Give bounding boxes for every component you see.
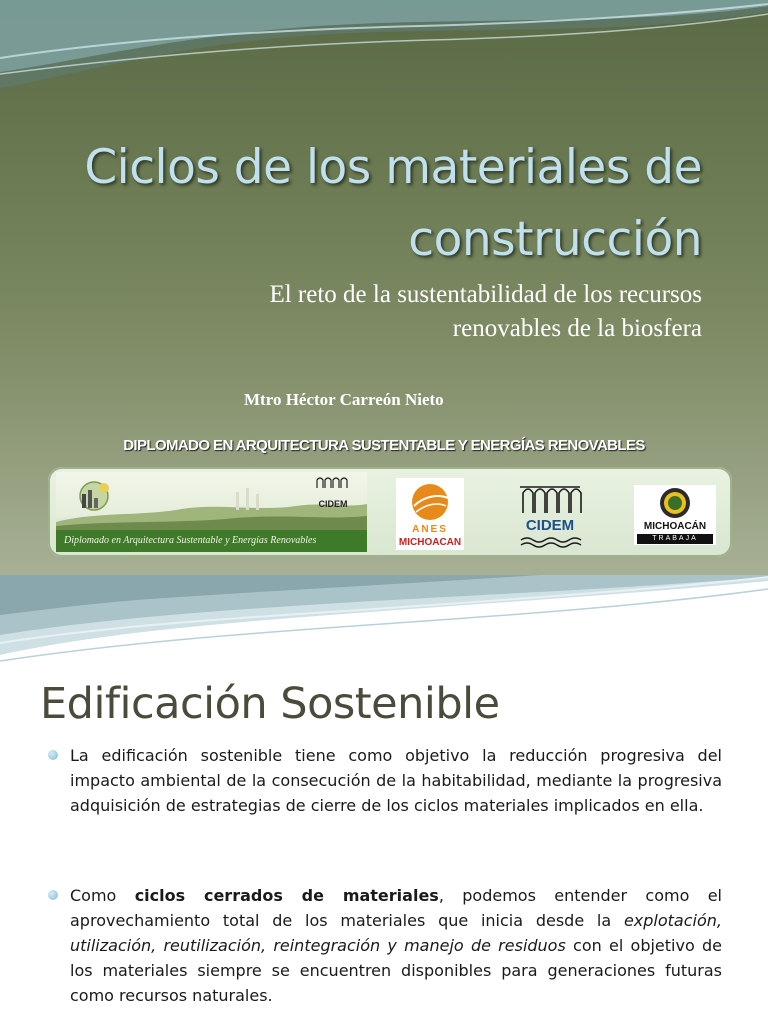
slide-title-line-2: construcción	[408, 212, 702, 267]
anes-sublabel: MICHOACAN	[398, 537, 462, 548]
slide-subtitle	[82, 278, 702, 346]
header-wave-decoration	[0, 0, 768, 110]
banner-caption: Diplomado en Arquitectura Sustentable y Energías Renovables	[56, 530, 367, 552]
cidem-label: CIDEM	[525, 517, 575, 534]
anes-logo	[396, 478, 464, 550]
bullet-text-2	[70, 883, 722, 1008]
anes-sun-icon	[396, 478, 464, 524]
bullet-text-1: La edificación sostenible tiene como objetivo la reducción progresiva del impacto ambiental de la consecución de la habitabilidad, mediante la progresiva adquisición de estrategias de cierre de los ciclos materiales implicados en ella.	[70, 746, 722, 815]
program-title: DIPLOMADO EN ARQUITECTURA SUSTENTABLE Y ENERGÍAS RENOVABLES	[123, 437, 645, 454]
cidem-logo	[515, 481, 585, 549]
bullet-item-1	[50, 743, 722, 818]
anes-label: ANES	[412, 524, 448, 535]
content-wave-decoration	[0, 575, 768, 665]
bullet-icon	[48, 890, 58, 900]
michoacan-sublabel: TRABAJA	[637, 534, 713, 544]
bullet-2-bold: ciclos cerrados de materiales	[134, 886, 439, 905]
slide-title-line-1: Ciclos de los materiales de	[84, 140, 702, 195]
bullet-item-2	[50, 883, 722, 1008]
michoacan-logo	[634, 485, 716, 545]
cidem-waves-icon	[515, 536, 585, 548]
content-slide	[0, 575, 768, 1024]
bullet-2-part-1: Como	[70, 886, 135, 905]
michoacan-seal-icon	[634, 485, 716, 521]
diplomado-banner-logo	[56, 472, 367, 552]
bullet-2-part-2: , podemos entender como el aprovechamiento total de los materiales que inicia desde la	[70, 886, 722, 930]
michoacan-label: MICHOACÁN	[643, 521, 707, 532]
cidem-small-icon	[313, 474, 353, 500]
subtitle-line-1: El reto de la sustentabilidad de los recursos	[269, 281, 702, 308]
bullet-icon	[48, 750, 58, 760]
bullet-2-italic: explotación, utilización, reutilización, reintegración y manejo de residuos	[70, 911, 722, 955]
banner-cidem-label: CIDEM	[318, 499, 348, 509]
slide-heading: Edificación Sostenible	[40, 679, 500, 729]
slide-title	[22, 132, 702, 276]
author-name: Mtro Héctor Carreón Nieto	[244, 390, 444, 409]
subtitle-line-2: renovables de la biosfera	[452, 315, 702, 342]
cidem-arches-icon	[515, 481, 585, 517]
bullet-2-part-3: con el objetivo de los materiales siempre se encuentren disponibles para generaciones futuras como recursos naturales.	[70, 936, 722, 1005]
